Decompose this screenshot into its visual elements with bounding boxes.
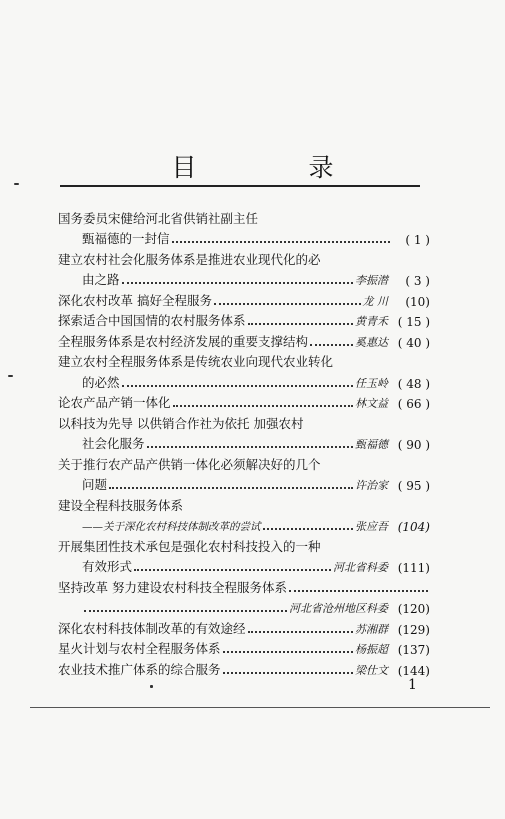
toc-entry-title: 开展集团性技术承包是强化农村科技投入的一种 bbox=[58, 538, 321, 554]
toc-entry-title: 建设全程科技服务体系 bbox=[58, 497, 184, 513]
leader-dots bbox=[289, 590, 428, 592]
toc-entry-page: (129) bbox=[397, 622, 430, 637]
toc-entry-author: 黄青禾 bbox=[355, 315, 388, 328]
toc-entry-title: ——关于深化农村科技体制改革的尝试 bbox=[82, 521, 261, 533]
toc-entry-author: 龙 川 bbox=[362, 294, 388, 308]
toc-entry-title: 坚持改革 努力建设农村科技全程服务体系 bbox=[58, 579, 287, 595]
toc-entry-page: (111) bbox=[397, 561, 430, 575]
toc-entry bbox=[58, 432, 430, 453]
leader-dots bbox=[109, 487, 353, 489]
leader-dots bbox=[223, 651, 353, 653]
toc-entry-title: 深化农村科技体制改革的有效途经 bbox=[58, 620, 246, 636]
leader-dots bbox=[84, 610, 287, 612]
toc-entry-author: 苏湘群 bbox=[355, 622, 388, 636]
bottom-rule bbox=[30, 707, 490, 708]
toc-entry-title: 有效形式 bbox=[82, 559, 133, 574]
toc-entry bbox=[58, 616, 430, 637]
toc-entry-title: 国务委员宋健给河北省供销社副主任 bbox=[58, 210, 259, 226]
toc-entry bbox=[58, 637, 430, 658]
toc-entry-page: (10) bbox=[405, 294, 430, 309]
leader-dots bbox=[122, 282, 353, 284]
toc-entry-author: 杨振超 bbox=[355, 643, 388, 656]
page-title: 目 录 bbox=[171, 153, 386, 182]
toc-entry bbox=[58, 268, 430, 289]
leader-dots bbox=[173, 405, 353, 407]
toc-entry-page: ( 48 ) bbox=[397, 376, 430, 391]
toc-entry-author: 奚惠达 bbox=[355, 335, 388, 349]
toc-entry-page: ( 1 ) bbox=[405, 233, 430, 247]
title-rule bbox=[60, 185, 420, 187]
toc-entry-page: ( 15 ) bbox=[397, 315, 430, 329]
leader-dots bbox=[248, 631, 353, 633]
toc-entry-title: 由之路 bbox=[82, 272, 120, 287]
toc-entry-page: ( 66 ) bbox=[397, 397, 430, 411]
toc-entry bbox=[58, 247, 430, 268]
leader-dots bbox=[214, 303, 361, 305]
toc-entry bbox=[58, 493, 430, 514]
toc-entry-page: ( 3 ) bbox=[405, 274, 430, 288]
toc-entry bbox=[58, 350, 430, 371]
toc-entry-title: 星火计划与农村全程服务体系 bbox=[58, 641, 221, 656]
toc-entry bbox=[58, 555, 430, 576]
toc-entry bbox=[58, 309, 430, 330]
toc-entry-page: (104) bbox=[397, 520, 430, 534]
toc-entry bbox=[58, 575, 430, 596]
toc-entry-author: 许治家 bbox=[355, 479, 388, 492]
toc-entry-author: 任玉岭 bbox=[355, 376, 388, 390]
toc-entry bbox=[58, 452, 430, 473]
page-number: 1 bbox=[408, 677, 417, 693]
toc-entry-author: 李振潜 bbox=[355, 274, 388, 287]
toc-entry-title: 社会化服务 bbox=[82, 436, 145, 451]
toc-entry-title: 论农产品产销一体化 bbox=[58, 395, 171, 410]
toc-entry-page: (144) bbox=[397, 663, 430, 678]
toc-entry-author: 河北省科委 bbox=[333, 561, 388, 574]
toc-entry bbox=[58, 329, 430, 350]
scan-speck bbox=[8, 375, 13, 377]
toc-entry-title: 农业技术推广体系的综合服务 bbox=[58, 661, 221, 677]
toc-entry-title: 的必然 bbox=[82, 374, 120, 390]
toc-entry-author: 甄福德 bbox=[355, 438, 388, 451]
toc-entry-page: ( 95 ) bbox=[397, 479, 430, 493]
toc-entry bbox=[58, 514, 430, 535]
leader-dots bbox=[134, 569, 331, 571]
scan-speck bbox=[150, 685, 153, 688]
leader-dots bbox=[172, 241, 390, 243]
toc-entry-title: 甄福德的一封信 bbox=[82, 231, 170, 246]
leader-dots bbox=[310, 344, 353, 346]
leader-dots bbox=[147, 446, 353, 448]
toc-entry bbox=[58, 657, 430, 678]
leader-dots bbox=[248, 323, 353, 325]
toc-entry-page: (120) bbox=[397, 602, 430, 616]
toc-entry-author: 张应吾 bbox=[355, 520, 388, 533]
toc-entry bbox=[58, 534, 430, 555]
scan-speck bbox=[14, 183, 19, 185]
leader-dots bbox=[122, 385, 353, 387]
toc-entry bbox=[58, 391, 430, 412]
toc-entry bbox=[58, 370, 430, 391]
toc-entry-title: 问题 bbox=[82, 477, 108, 492]
toc-entry-title: 关于推行农产品产供销一体化必须解决好的几个 bbox=[58, 456, 321, 472]
toc-entry-title: 建立农村社会化服务体系是推进农业现代化的必 bbox=[58, 251, 321, 267]
toc-entry-page: ( 40 ) bbox=[397, 335, 430, 350]
leader-dots bbox=[223, 672, 353, 674]
toc-entry bbox=[58, 411, 430, 432]
toc-entry-title: 建立农村全程服务体系是传统农业向现代农业转化 bbox=[58, 354, 334, 369]
toc-entry-title: 探索适合中国国情的农村服务体系 bbox=[58, 313, 246, 328]
toc-entry-author: 梁仕文 bbox=[355, 663, 388, 677]
toc-entry-page: (137) bbox=[397, 643, 430, 657]
table-of-contents bbox=[58, 206, 430, 678]
leader-dots bbox=[263, 528, 354, 530]
toc-entry bbox=[58, 288, 430, 309]
toc-entry-title: 以科技为先导 以供销合作社为依托 加强农村 bbox=[58, 415, 304, 431]
toc-entry-author: 河北省沧州地区科委 bbox=[289, 602, 388, 615]
toc-entry bbox=[58, 473, 430, 494]
toc-entry bbox=[58, 206, 430, 227]
toc-entry-page: ( 90 ) bbox=[397, 438, 430, 452]
toc-entry-title: 深化农村改革 搞好全程服务 bbox=[58, 292, 212, 308]
toc-entry bbox=[58, 227, 430, 248]
toc-entry bbox=[58, 596, 430, 617]
toc-entry-title: 全程服务体系是农村经济发展的重要支撑结构 bbox=[58, 333, 309, 349]
toc-entry-author: 林文益 bbox=[355, 397, 388, 410]
